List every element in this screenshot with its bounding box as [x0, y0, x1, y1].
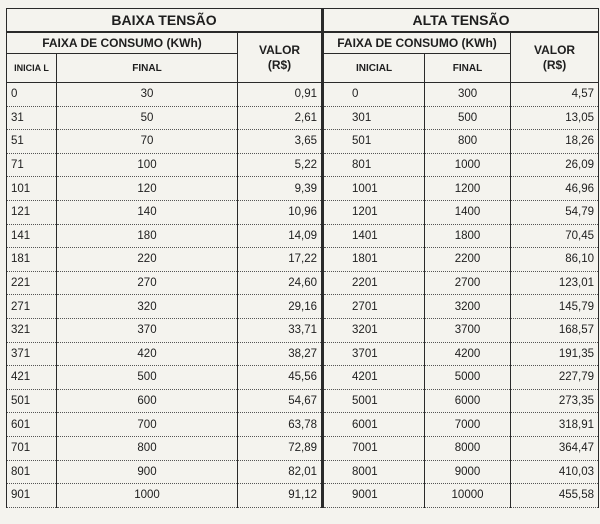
- alta-inicial-cell: 3701: [323, 342, 425, 366]
- baixa-inicial-cell: 271: [7, 295, 57, 319]
- baixa-inicial-cell: 371: [7, 342, 57, 366]
- baixa-final-cell: 50: [57, 106, 238, 130]
- baixa-final-cell: 600: [57, 389, 238, 413]
- table-row: [7, 366, 599, 390]
- baixa-valor-cell: 5,22: [238, 153, 323, 177]
- table-row: [7, 248, 599, 272]
- baixa-valor-cell: 17,22: [238, 248, 323, 272]
- baixa-inicial-cell: 51: [7, 130, 57, 154]
- baixa-final-cell: 220: [57, 248, 238, 272]
- valor-header-alta: [511, 32, 599, 83]
- baixa-final-cell: 1000: [57, 484, 238, 508]
- table-row: [7, 436, 599, 460]
- table-row: [7, 484, 599, 508]
- alta-inicial-cell: 801: [323, 153, 425, 177]
- baixa-final-cell: 270: [57, 271, 238, 295]
- alta-inicial-cell: 0: [323, 83, 425, 107]
- alta-final-cell: 4200: [425, 342, 511, 366]
- alta-inicial-cell: 301: [323, 106, 425, 130]
- alta-valor-cell: 273,35: [511, 389, 599, 413]
- table-row: [7, 460, 599, 484]
- faixa-consumo-header-alta: FAIXA DE CONSUMO (KWh): [323, 32, 511, 54]
- baixa-inicial-cell: 421: [7, 366, 57, 390]
- baixa-inicial-cell: 221: [7, 271, 57, 295]
- baixa-valor-cell: 14,09: [238, 224, 323, 248]
- baixa-final-cell: 700: [57, 413, 238, 437]
- table-row: [7, 130, 599, 154]
- baixa-valor-cell: 29,16: [238, 295, 323, 319]
- alta-valor-cell: 18,26: [511, 130, 599, 154]
- baixa-final-cell: 420: [57, 342, 238, 366]
- baixa-inicial-cell: 601: [7, 413, 57, 437]
- baixa-valor-cell: 3,65: [238, 130, 323, 154]
- inicial-header-alta: INICIAL: [323, 54, 425, 83]
- baixa-valor-cell: 10,96: [238, 200, 323, 224]
- alta-final-cell: 500: [425, 106, 511, 130]
- alta-final-cell: 3700: [425, 318, 511, 342]
- alta-final-cell: 1000: [425, 153, 511, 177]
- alta-valor-cell: 86,10: [511, 248, 599, 272]
- table-row: [7, 295, 599, 319]
- alta-valor-cell: 364,47: [511, 436, 599, 460]
- valor-label: VALOR: [258, 42, 301, 57]
- baixa-final-cell: 370: [57, 318, 238, 342]
- alta-final-cell: 1200: [425, 177, 511, 201]
- alta-inicial-cell: 9001: [323, 484, 425, 508]
- final-header-alta: FINAL: [425, 54, 511, 83]
- alta-valor-cell: 4,57: [511, 83, 599, 107]
- baixa-final-cell: 140: [57, 200, 238, 224]
- alta-final-cell: 300: [425, 83, 511, 107]
- valor-unit: (R$): [267, 57, 292, 72]
- alta-inicial-cell: 5001: [323, 389, 425, 413]
- alta-valor-cell: 410,03: [511, 460, 599, 484]
- alta-final-cell: 1800: [425, 224, 511, 248]
- baixa-final-cell: 120: [57, 177, 238, 201]
- baixa-valor-cell: 2,61: [238, 106, 323, 130]
- alta-inicial-cell: 501: [323, 130, 425, 154]
- baixa-valor-cell: 91,12: [238, 484, 323, 508]
- faixa-consumo-header-baixa: FAIXA DE CONSUMO (KWh): [7, 32, 238, 54]
- valor-header-baixa: [238, 32, 323, 83]
- baixa-valor-cell: 45,56: [238, 366, 323, 390]
- baixa-valor-cell: 9,39: [238, 177, 323, 201]
- alta-final-cell: 6000: [425, 389, 511, 413]
- table-row: [7, 342, 599, 366]
- baixa-valor-cell: 72,89: [238, 436, 323, 460]
- baixa-inicial-cell: 71: [7, 153, 57, 177]
- table-row: [7, 177, 599, 201]
- baixa-valor-cell: 38,27: [238, 342, 323, 366]
- alta-final-cell: 1400: [425, 200, 511, 224]
- alta-valor-cell: 191,35: [511, 342, 599, 366]
- alta-tensao-title: ALTA TENSÃO: [323, 9, 599, 33]
- alta-inicial-cell: 2201: [323, 271, 425, 295]
- baixa-final-cell: 30: [57, 83, 238, 107]
- baixa-final-cell: 180: [57, 224, 238, 248]
- inicial-header-baixa: INICIA L: [7, 54, 57, 83]
- alta-inicial-cell: 1001: [323, 177, 425, 201]
- baixa-valor-cell: 24,60: [238, 271, 323, 295]
- alta-valor-cell: 46,96: [511, 177, 599, 201]
- alta-inicial-cell: 1401: [323, 224, 425, 248]
- alta-inicial-cell: 6001: [323, 413, 425, 437]
- baixa-valor-cell: 63,78: [238, 413, 323, 437]
- table-row: [7, 83, 599, 107]
- table-row: [7, 153, 599, 177]
- table-row: [7, 271, 599, 295]
- alta-valor-cell: 227,79: [511, 366, 599, 390]
- alta-inicial-cell: 7001: [323, 436, 425, 460]
- alta-final-cell: 5000: [425, 366, 511, 390]
- table-row: [7, 200, 599, 224]
- baixa-valor-cell: 54,67: [238, 389, 323, 413]
- table-row: [7, 106, 599, 130]
- alta-valor-cell: 318,91: [511, 413, 599, 437]
- alta-valor-cell: 70,45: [511, 224, 599, 248]
- final-header-baixa: FINAL: [57, 54, 238, 83]
- baixa-valor-cell: 82,01: [238, 460, 323, 484]
- baixa-inicial-cell: 121: [7, 200, 57, 224]
- alta-valor-cell: 54,79: [511, 200, 599, 224]
- baixa-inicial-cell: 321: [7, 318, 57, 342]
- baixa-final-cell: 100: [57, 153, 238, 177]
- tariff-rows: [7, 83, 599, 508]
- alta-valor-cell: 123,01: [511, 271, 599, 295]
- alta-valor-cell: 145,79: [511, 295, 599, 319]
- baixa-inicial-cell: 801: [7, 460, 57, 484]
- baixa-final-cell: 70: [57, 130, 238, 154]
- alta-inicial-cell: 4201: [323, 366, 425, 390]
- alta-final-cell: 9000: [425, 460, 511, 484]
- alta-final-cell: 10000: [425, 484, 511, 508]
- alta-valor-cell: 26,09: [511, 153, 599, 177]
- table-row: [7, 224, 599, 248]
- alta-inicial-cell: 3201: [323, 318, 425, 342]
- alta-final-cell: 7000: [425, 413, 511, 437]
- baixa-tensao-title: BAIXA TENSÃO: [7, 9, 323, 33]
- baixa-final-cell: 500: [57, 366, 238, 390]
- baixa-valor-cell: 33,71: [238, 318, 323, 342]
- baixa-final-cell: 800: [57, 436, 238, 460]
- baixa-valor-cell: 0,91: [238, 83, 323, 107]
- alta-final-cell: 2200: [425, 248, 511, 272]
- baixa-inicial-cell: 701: [7, 436, 57, 460]
- baixa-inicial-cell: 501: [7, 389, 57, 413]
- alta-final-cell: 3200: [425, 295, 511, 319]
- alta-inicial-cell: 1201: [323, 200, 425, 224]
- tariff-table: [6, 8, 599, 508]
- valor-label: VALOR: [533, 42, 576, 57]
- alta-valor-cell: 455,58: [511, 484, 599, 508]
- baixa-inicial-cell: 141: [7, 224, 57, 248]
- baixa-inicial-cell: 31: [7, 106, 57, 130]
- valor-unit: (R$): [542, 57, 567, 72]
- baixa-final-cell: 900: [57, 460, 238, 484]
- baixa-inicial-cell: 181: [7, 248, 57, 272]
- table-row: [7, 318, 599, 342]
- alta-valor-cell: 13,05: [511, 106, 599, 130]
- baixa-inicial-cell: 101: [7, 177, 57, 201]
- alta-final-cell: 2700: [425, 271, 511, 295]
- table-row: [7, 413, 599, 437]
- alta-final-cell: 800: [425, 130, 511, 154]
- alta-inicial-cell: 8001: [323, 460, 425, 484]
- alta-valor-cell: 168,57: [511, 318, 599, 342]
- alta-final-cell: 8000: [425, 436, 511, 460]
- baixa-inicial-cell: 901: [7, 484, 57, 508]
- table-row: [7, 389, 599, 413]
- baixa-inicial-cell: 0: [7, 83, 57, 107]
- baixa-final-cell: 320: [57, 295, 238, 319]
- alta-inicial-cell: 1801: [323, 248, 425, 272]
- alta-inicial-cell: 2701: [323, 295, 425, 319]
